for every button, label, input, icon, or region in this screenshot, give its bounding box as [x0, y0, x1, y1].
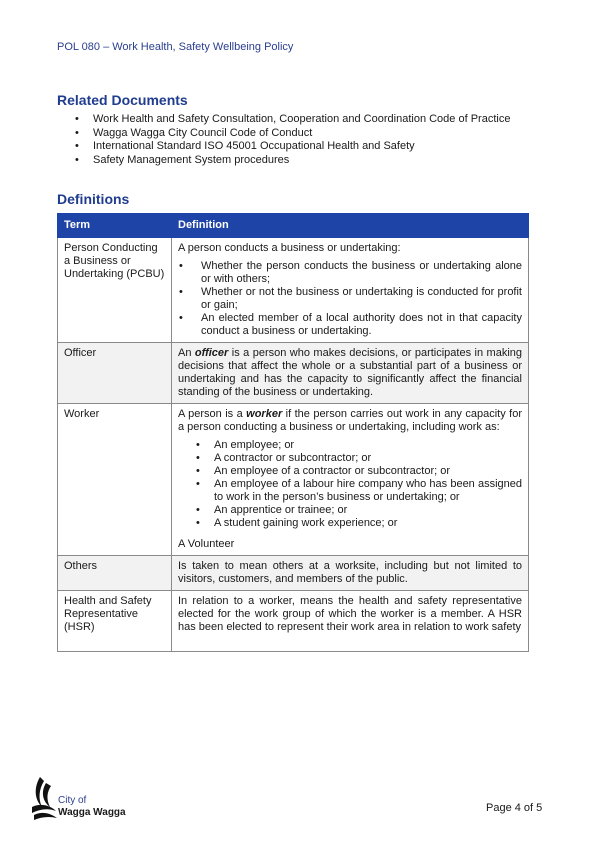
logo-line-1: City of [58, 795, 87, 806]
term-cell: Person Conducting a Business or Undertaking (PCBU) [58, 238, 172, 343]
column-header-term: Term [58, 214, 172, 238]
definition-cell: In relation to a worker, means the health and safety representative elected for the work group of which the worker is a member. A HSR has been elected to represent their work area in relation to work safety [172, 591, 529, 652]
related-documents-list [57, 113, 510, 167]
column-header-definition: Definition [172, 214, 529, 238]
definition-cell [172, 238, 529, 343]
page-number: Page 4 of 5 [486, 802, 543, 814]
list-item: • An employee; or [178, 439, 522, 452]
logo-line-2: Wagga Wagga [58, 807, 126, 818]
term-cell: Officer [58, 343, 172, 404]
document-header: POL 080 – Work Health, Safety Wellbeing Policy [57, 41, 294, 53]
definition-cell: Is taken to mean others at a worksite, including but not limited to visitors, customers, and members of the public. [172, 556, 529, 591]
list-item: • Safety Management System procedures [57, 154, 510, 168]
list-item: • A student gaining work experience; or [178, 517, 522, 530]
definition-intro: A person conducts a business or undertaking: [178, 242, 401, 254]
list-item: • A contractor or subcontractor; or [178, 452, 522, 465]
list-item: • An apprentice or trainee; or [178, 504, 522, 517]
table-header-row [58, 214, 529, 238]
definition-closing: A Volunteer [178, 538, 235, 550]
term-cell: Health and Safety Representative (HSR) [58, 591, 172, 652]
definitions-heading: Definitions [57, 191, 130, 207]
table-row [58, 591, 529, 652]
table-row [58, 404, 529, 556]
definition-cell [172, 404, 529, 556]
definition-text: if the person carries out work in any capacity for a person conducting a business or undertaking, including work as: [178, 408, 522, 433]
definition-text: A person is a [178, 408, 247, 420]
list-item: • Wagga Wagga City Council Code of Conduct [57, 127, 510, 141]
city-logo-text [58, 795, 126, 819]
emphasis-term: worker [246, 408, 283, 420]
list-item: • An employee of a labour hire company who has been assigned to work in the person’s business or undertaking; or [178, 478, 522, 504]
list-item: • Work Health and Safety Consultation, Cooperation and Coordination Code of Practice [57, 113, 510, 127]
definition-text: An [178, 347, 195, 359]
definitions-table [57, 213, 529, 652]
definition-bullets [178, 439, 522, 530]
list-item: • Whether the person conducts the business or undertaking alone or with others; [178, 260, 522, 286]
definition-bullets [178, 260, 522, 338]
term-cell: Others [58, 556, 172, 591]
list-item: • An elected member of a local authority does not in that capacity conduct a business or undertaking. [178, 312, 522, 338]
list-item: • An employee of a contractor or subcontractor; or [178, 465, 522, 478]
table-row [58, 238, 529, 343]
table-row [58, 556, 529, 591]
list-item: • International Standard ISO 45001 Occupational Health and Safety [57, 140, 510, 154]
term-cell: Worker [58, 404, 172, 556]
emphasis-term: officer [194, 347, 229, 359]
list-item: • Whether or not the business or undertaking is conducted for profit or gain; [178, 286, 522, 312]
definition-text: is a person who makes decisions, or participates in making decisions that affect the whole or a substantial part of a business or undertaking and has the capacity to significantly affect the financial standing of the business or undertaking. [178, 347, 522, 398]
related-documents-heading: Related Documents [57, 92, 188, 108]
table-row [58, 343, 529, 404]
definition-cell [172, 343, 529, 404]
